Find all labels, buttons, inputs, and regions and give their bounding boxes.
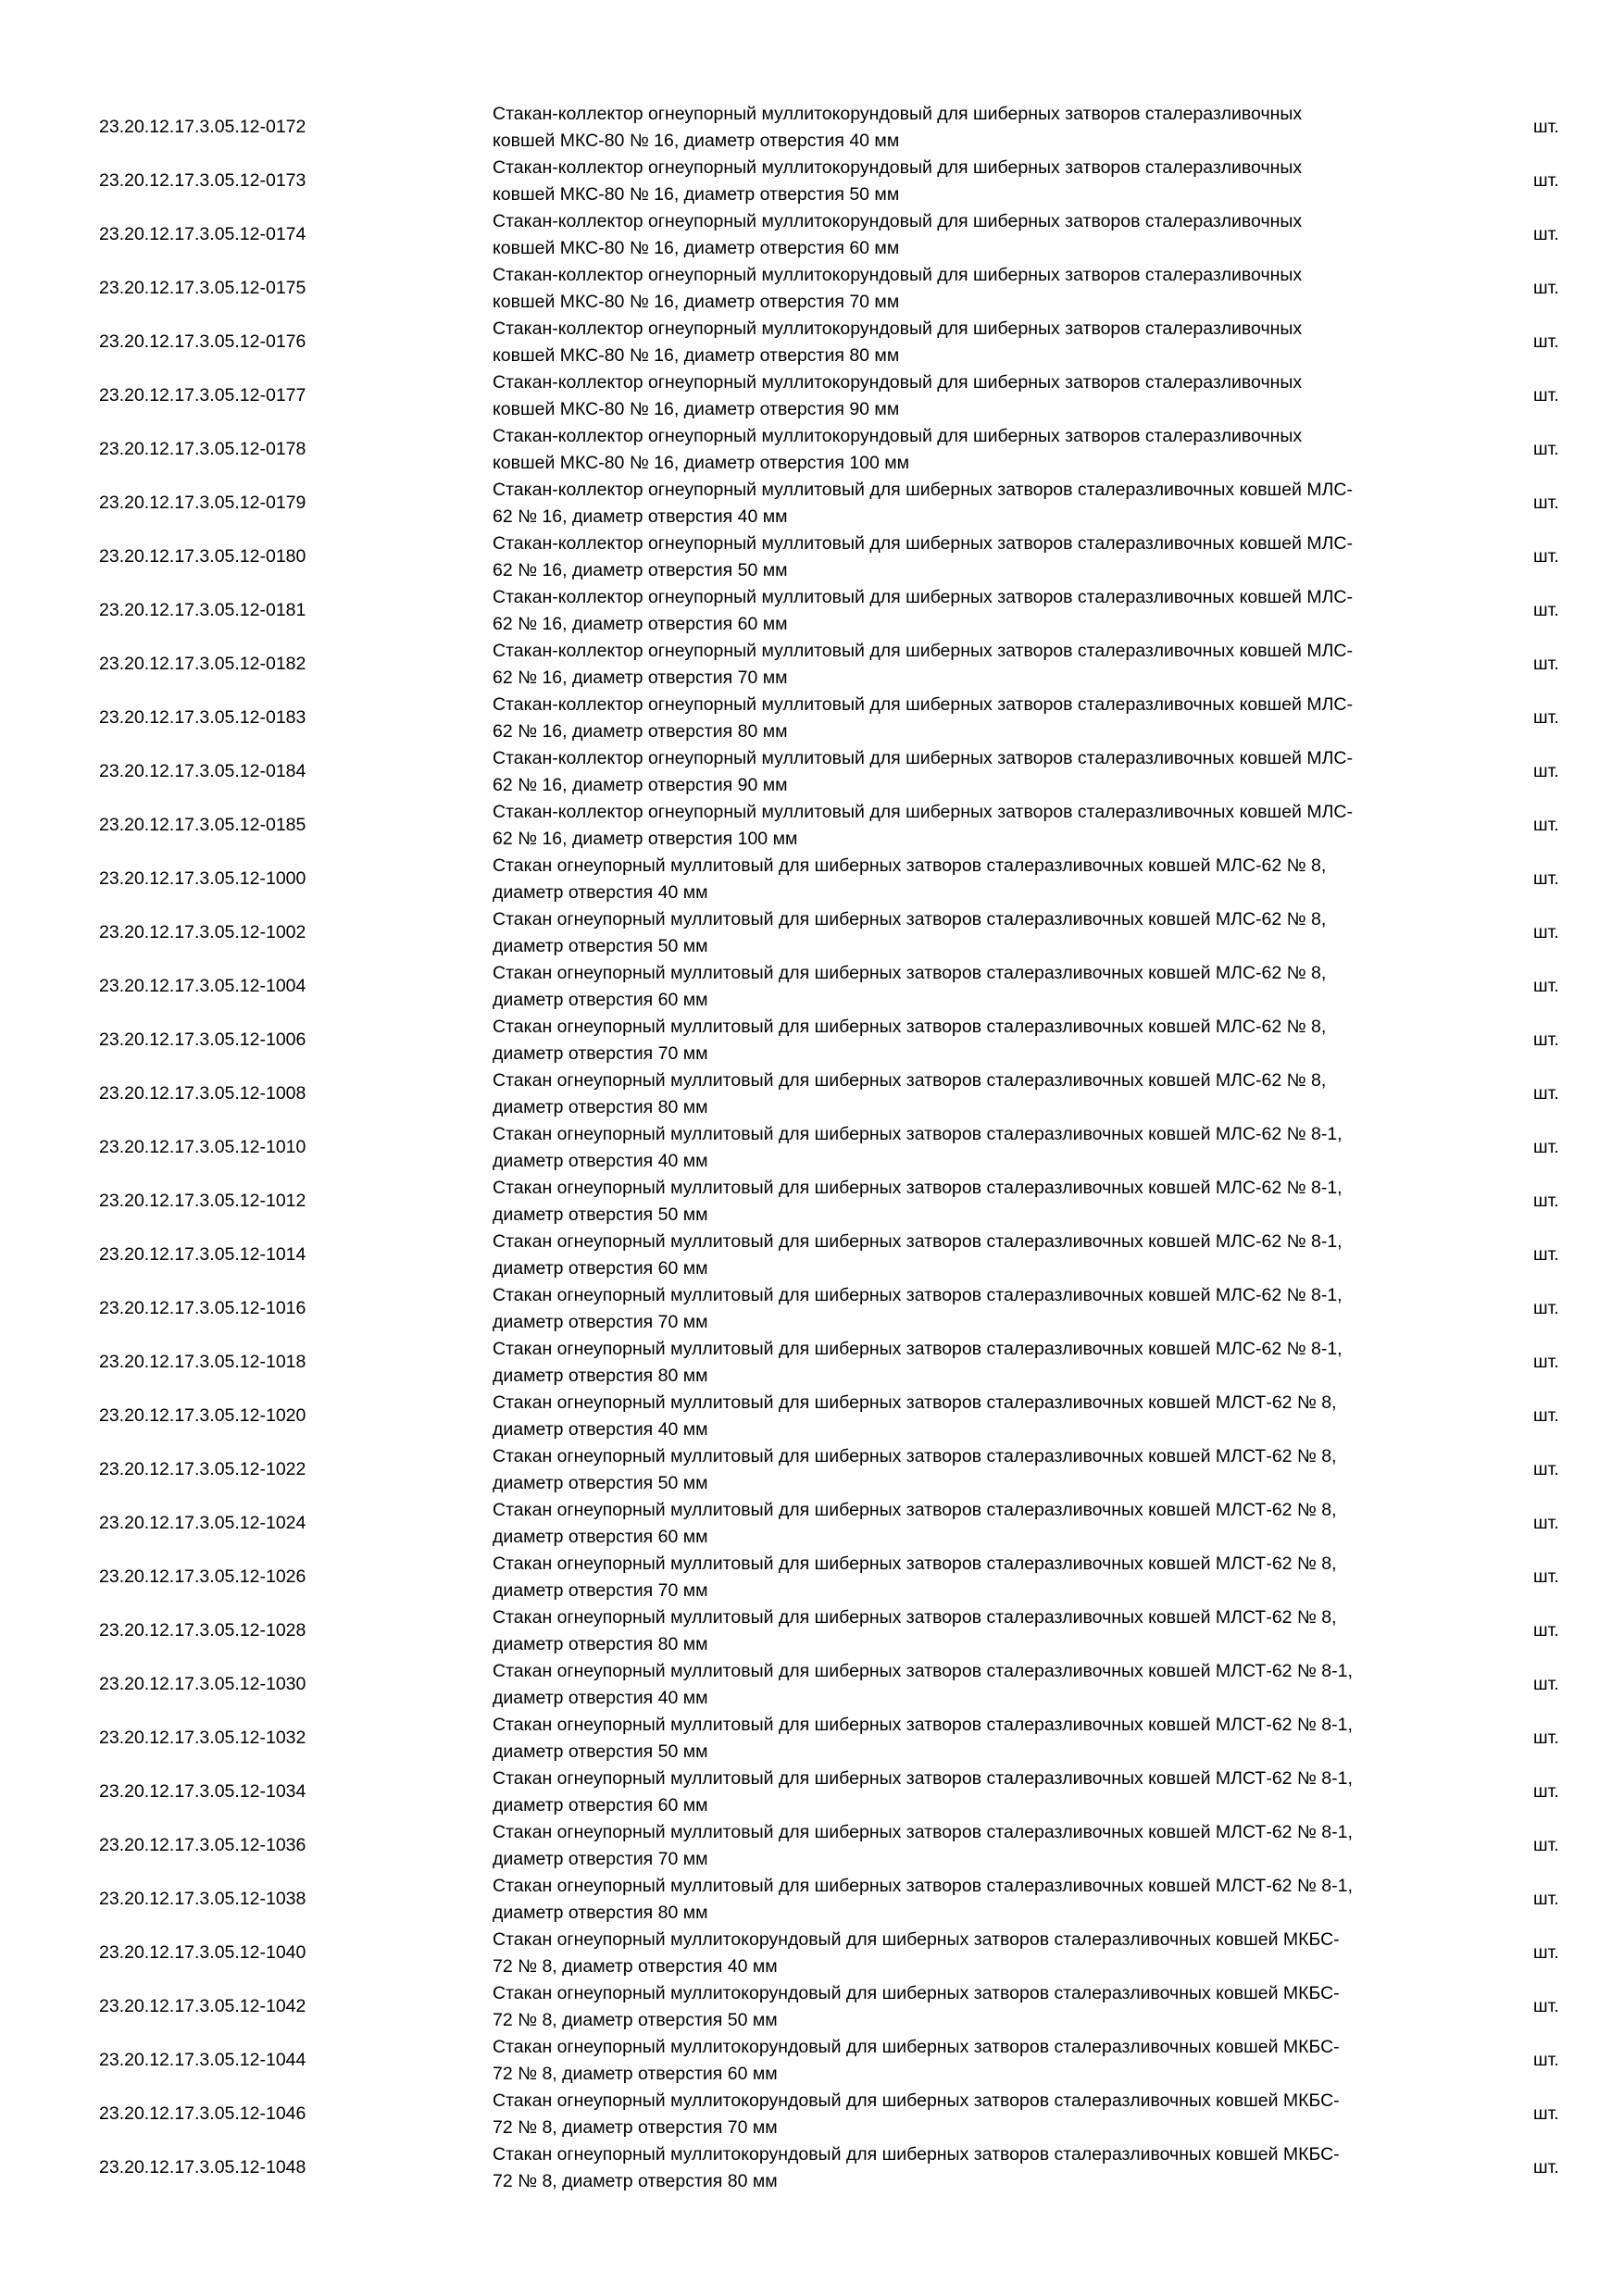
table-row [0, 368, 1624, 422]
resource-description: Стакан-коллектор огнеупорный муллитокорундовый для шиберных затворов сталеразливочных ковшей МКС-80 № 16, диаметр отверстия 100 мм [493, 426, 1303, 473]
resource-code: 23.20.12.17.3.05.12-1048 [99, 2157, 306, 2177]
table-row [0, 583, 1624, 637]
resource-code: 23.20.12.17.3.05.12-1002 [99, 922, 306, 942]
unit-of-measure: шт. [1533, 707, 1559, 728]
table-row [0, 100, 1624, 154]
resource-code: 23.20.12.17.3.05.12-0182 [99, 654, 306, 674]
unit-of-measure: шт. [1533, 546, 1559, 567]
resource-description: Стакан-коллектор огнеупорный муллитовый для шиберных затворов сталеразливочных ковшей МЛС- 62 № 16, диаметр отверстия 80 мм [493, 694, 1353, 742]
resource-description: Стакан огнеупорный муллитовый для шиберных затворов сталеразливочных ковшей МЛСТ-62 № 8, диаметр отверстия 40 мм [493, 1392, 1337, 1440]
table-row [0, 261, 1624, 315]
table-row [0, 1603, 1624, 1657]
table-row [0, 315, 1624, 368]
table-row [0, 1120, 1624, 1174]
resource-code: 23.20.12.17.3.05.12-0179 [99, 493, 306, 513]
unit-of-measure: шт. [1533, 1781, 1559, 1802]
resource-code: 23.20.12.17.3.05.12-1000 [99, 868, 306, 889]
table-row [0, 1657, 1624, 1711]
unit-of-measure: шт. [1533, 1728, 1559, 1748]
resource-description: Стакан огнеупорный муллитокорундовый для шиберных затворов сталеразливочных ковшей МКБС- 72 № 8, диаметр отверстия 40 мм [493, 1929, 1340, 1977]
resource-code: 23.20.12.17.3.05.12-1012 [99, 1191, 306, 1211]
resource-code: 23.20.12.17.3.05.12-1030 [99, 1674, 306, 1694]
resource-description: Стакан-коллектор огнеупорный муллитокорундовый для шиберных затворов сталеразливочных ковшей МКС-80 № 16, диаметр отверстия 90 мм [493, 372, 1303, 419]
resource-description: Стакан огнеупорный муллитовый для шиберных затворов сталеразливочных ковшей МЛСТ-62 № 8-1, диаметр отверстия 80 мм [493, 1876, 1353, 1923]
resource-code: 23.20.12.17.3.05.12-1006 [99, 1029, 306, 1050]
resource-description: Стакан огнеупорный муллитокорундовый для шиберных затворов сталеразливочных ковшей МКБС- 72 № 8, диаметр отверстия 80 мм [493, 2144, 1340, 2191]
resource-code: 23.20.12.17.3.05.12-0178 [99, 439, 306, 459]
unit-of-measure: шт. [1533, 117, 1559, 137]
resource-description: Стакан огнеупорный муллитовый для шиберных затворов сталеразливочных ковшей МЛСТ-62 № 8-1, диаметр отверстия 40 мм [493, 1661, 1353, 1708]
table-row [0, 154, 1624, 207]
table-row [0, 1550, 1624, 1603]
resource-code: 23.20.12.17.3.05.12-1042 [99, 1996, 306, 2016]
resource-description: Стакан огнеупорный муллитовый для шиберных затворов сталеразливочных ковшей МЛСТ-62 № 8, диаметр отверстия 80 мм [493, 1607, 1337, 1654]
unit-of-measure: шт. [1533, 1191, 1559, 1211]
resource-description: Стакан-коллектор огнеупорный муллитовый для шиберных затворов сталеразливочных ковшей МЛС- 62 № 16, диаметр отверстия 40 мм [493, 480, 1353, 527]
resource-code: 23.20.12.17.3.05.12-1020 [99, 1405, 306, 1426]
unit-of-measure: шт. [1533, 1298, 1559, 1318]
resource-code: 23.20.12.17.3.05.12-1008 [99, 1083, 306, 1104]
resource-code: 23.20.12.17.3.05.12-1022 [99, 1459, 306, 1479]
resource-description: Стакан-коллектор огнеупорный муллитовый для шиберных затворов сталеразливочных ковшей МЛС- 62 № 16, диаметр отверстия 50 мм [493, 533, 1353, 580]
resource-description: Стакан огнеупорный муллитовый для шиберных затворов сталеразливочных ковшей МЛС-62 № 8, диаметр отверстия 60 мм [493, 963, 1327, 1010]
unit-of-measure: шт. [1533, 600, 1559, 620]
unit-of-measure: шт. [1533, 170, 1559, 191]
resource-description: Стакан-коллектор огнеупорный муллитовый для шиберных затворов сталеразливочных ковшей МЛС- 62 № 16, диаметр отверстия 100 мм [493, 802, 1353, 849]
resource-description: Стакан огнеупорный муллитовый для шиберных затворов сталеразливочных ковшей МЛСТ-62 № 8-1, диаметр отверстия 60 мм [493, 1768, 1353, 1816]
resource-description: Стакан огнеупорный муллитовый для шиберных затворов сталеразливочных ковшей МЛС-62 № 8-1, диаметр отверстия 50 мм [493, 1178, 1343, 1225]
unit-of-measure: шт. [1533, 1083, 1559, 1104]
resource-code: 23.20.12.17.3.05.12-1024 [99, 1513, 306, 1533]
resource-description: Стакан-коллектор огнеупорный муллитокорундовый для шиберных затворов сталеразливочных ковшей МКС-80 № 16, диаметр отверстия 70 мм [493, 265, 1303, 312]
resource-code: 23.20.12.17.3.05.12-0183 [99, 707, 306, 728]
resource-code: 23.20.12.17.3.05.12-0176 [99, 331, 306, 352]
resource-code: 23.20.12.17.3.05.12-0173 [99, 170, 306, 191]
unit-of-measure: шт. [1533, 922, 1559, 942]
unit-of-measure: шт. [1533, 1405, 1559, 1426]
unit-of-measure: шт. [1533, 278, 1559, 298]
resource-description: Стакан огнеупорный муллитокорундовый для шиберных затворов сталеразливочных ковшей МКБС- 72 № 8, диаметр отверстия 60 мм [493, 2037, 1340, 2084]
resource-description: Стакан огнеупорный муллитовый для шиберных затворов сталеразливочных ковшей МЛСТ-62 № 8, диаметр отверстия 50 мм [493, 1446, 1337, 1493]
resource-description: Стакан огнеупорный муллитовый для шиберных затворов сталеразливочных ковшей МЛС-62 № 8, диаметр отверстия 80 мм [493, 1070, 1327, 1117]
unit-of-measure: шт. [1533, 1244, 1559, 1265]
resource-description: Стакан огнеупорный муллитовый для шиберных затворов сталеразливочных ковшей МЛСТ-62 № 8, диаметр отверстия 70 мм [493, 1554, 1337, 1601]
resource-code: 23.20.12.17.3.05.12-0181 [99, 600, 306, 620]
resource-description: Стакан огнеупорный муллитовый для шиберных затворов сталеразливочных ковшей МЛС-62 № 8-1, диаметр отверстия 40 мм [493, 1124, 1343, 1171]
table-row [0, 207, 1624, 261]
resource-code: 23.20.12.17.3.05.12-1016 [99, 1298, 306, 1318]
resource-description: Стакан огнеупорный муллитовый для шиберных затворов сталеразливочных ковшей МЛС-62 № 8, диаметр отверстия 70 мм [493, 1017, 1327, 1064]
unit-of-measure: шт. [1533, 868, 1559, 889]
resource-description: Стакан-коллектор огнеупорный муллитовый для шиберных затворов сталеразливочных ковшей МЛС- 62 № 16, диаметр отверстия 90 мм [493, 748, 1353, 795]
resource-code: 23.20.12.17.3.05.12-1040 [99, 1942, 306, 1963]
unit-of-measure: шт. [1533, 761, 1559, 781]
table-row [0, 959, 1624, 1013]
table-row [0, 2140, 1624, 2194]
resource-description: Стакан огнеупорный муллитовый для шиберных затворов сталеразливочных ковшей МЛСТ-62 № 8, диаметр отверстия 60 мм [493, 1500, 1337, 1547]
table-row [0, 2033, 1624, 2087]
resource-code: 23.20.12.17.3.05.12-0175 [99, 278, 306, 298]
unit-of-measure: шт. [1533, 1942, 1559, 1963]
table-row [0, 1067, 1624, 1120]
unit-of-measure: шт. [1533, 1620, 1559, 1641]
table-row [0, 852, 1624, 905]
resource-code: 23.20.12.17.3.05.12-1004 [99, 976, 306, 996]
resource-code: 23.20.12.17.3.05.12-1032 [99, 1728, 306, 1748]
resource-code: 23.20.12.17.3.05.12-0185 [99, 815, 306, 835]
resource-code: 23.20.12.17.3.05.12-1026 [99, 1566, 306, 1587]
table-row [0, 637, 1624, 691]
resource-code: 23.20.12.17.3.05.12-0172 [99, 117, 306, 137]
resource-description: Стакан огнеупорный муллитовый для шиберных затворов сталеразливочных ковшей МЛС-62 № 8-1, диаметр отверстия 80 мм [493, 1339, 1343, 1386]
resource-description: Стакан-коллектор огнеупорный муллитовый для шиберных затворов сталеразливочных ковшей МЛС- 62 № 16, диаметр отверстия 70 мм [493, 641, 1353, 688]
resource-code: 23.20.12.17.3.05.12-1038 [99, 1889, 306, 1909]
unit-of-measure: шт. [1533, 1029, 1559, 1050]
table-row [0, 1979, 1624, 2033]
resource-code: 23.20.12.17.3.05.12-1018 [99, 1352, 306, 1372]
table-row [0, 1442, 1624, 1496]
resource-description: Стакан огнеупорный муллитовый для шиберных затворов сталеразливочных ковшей МЛС-62 № 8, диаметр отверстия 40 мм [493, 855, 1327, 903]
resource-description: Стакан огнеупорный муллитовый для шиберных затворов сталеразливочных ковшей МЛСТ-62 № 8-1, диаметр отверстия 50 мм [493, 1715, 1353, 1762]
table-row [0, 905, 1624, 959]
table-row [0, 422, 1624, 476]
table-row [0, 1389, 1624, 1442]
resource-code: 23.20.12.17.3.05.12-1014 [99, 1244, 306, 1265]
resource-code: 23.20.12.17.3.05.12-1028 [99, 1620, 306, 1641]
unit-of-measure: шт. [1533, 1996, 1559, 2016]
resource-code: 23.20.12.17.3.05.12-0184 [99, 761, 306, 781]
table-row [0, 1496, 1624, 1550]
resource-description: Стакан огнеупорный муллитокорундовый для шиберных затворов сталеразливочных ковшей МКБС- 72 № 8, диаметр отверстия 50 мм [493, 1983, 1340, 2030]
unit-of-measure: шт. [1533, 331, 1559, 352]
resource-code: 23.20.12.17.3.05.12-1044 [99, 2050, 306, 2070]
table-row [0, 798, 1624, 852]
resource-description: Стакан огнеупорный муллитовый для шиберных затворов сталеразливочных ковшей МЛС-62 № 8-1, диаметр отверстия 60 мм [493, 1231, 1343, 1279]
table-row [0, 530, 1624, 583]
unit-of-measure: шт. [1533, 385, 1559, 406]
unit-of-measure: шт. [1533, 1566, 1559, 1587]
resource-description: Стакан-коллектор огнеупорный муллитокорундовый для шиберных затворов сталеразливочных ковшей МКС-80 № 16, диаметр отверстия 80 мм [493, 318, 1303, 366]
unit-of-measure: шт. [1533, 1513, 1559, 1533]
unit-of-measure: шт. [1533, 1459, 1559, 1479]
resource-code: 23.20.12.17.3.05.12-0177 [99, 385, 306, 406]
resource-code: 23.20.12.17.3.05.12-1036 [99, 1835, 306, 1855]
table-row [0, 744, 1624, 798]
table-row [0, 1872, 1624, 1926]
resource-code: 23.20.12.17.3.05.12-1010 [99, 1137, 306, 1157]
resource-description: Стакан-коллектор огнеупорный муллитокорундовый для шиберных затворов сталеразливочных ковшей МКС-80 № 16, диаметр отверстия 40 мм [493, 104, 1303, 151]
table-row [0, 1013, 1624, 1067]
table-row [0, 2087, 1624, 2140]
table-row [0, 476, 1624, 530]
table-row [0, 1228, 1624, 1281]
unit-of-measure: шт. [1533, 976, 1559, 996]
resource-description: Стакан огнеупорный муллитовый для шиберных затворов сталеразливочных ковшей МЛСТ-62 № 8-1, диаметр отверстия 70 мм [493, 1822, 1353, 1869]
resource-code: 23.20.12.17.3.05.12-1046 [99, 2103, 306, 2124]
resource-code: 23.20.12.17.3.05.12-1034 [99, 1781, 306, 1802]
table-row [0, 1765, 1624, 1818]
resource-description: Стакан-коллектор огнеупорный муллитокорундовый для шиберных затворов сталеразливочных ковшей МКС-80 № 16, диаметр отверстия 60 мм [493, 211, 1303, 258]
table-row [0, 1174, 1624, 1228]
unit-of-measure: шт. [1533, 224, 1559, 244]
unit-of-measure: шт. [1533, 439, 1559, 459]
unit-of-measure: шт. [1533, 1674, 1559, 1694]
unit-of-measure: шт. [1533, 1889, 1559, 1909]
table-row [0, 691, 1624, 744]
unit-of-measure: шт. [1533, 1137, 1559, 1157]
resource-description: Стакан огнеупорный муллитовый для шиберных затворов сталеразливочных ковшей МЛС-62 № 8-1, диаметр отверстия 70 мм [493, 1285, 1343, 1332]
unit-of-measure: шт. [1533, 493, 1559, 513]
unit-of-measure: шт. [1533, 654, 1559, 674]
table-row [0, 1926, 1624, 1979]
unit-of-measure: шт. [1533, 815, 1559, 835]
table-row [0, 1281, 1624, 1335]
resource-description: Стакан огнеупорный муллитовый для шиберных затворов сталеразливочных ковшей МЛС-62 № 8, диаметр отверстия 50 мм [493, 909, 1327, 956]
unit-of-measure: шт. [1533, 2050, 1559, 2070]
resource-code: 23.20.12.17.3.05.12-0180 [99, 546, 306, 567]
resource-table [0, 100, 1624, 2194]
resource-code: 23.20.12.17.3.05.12-0174 [99, 224, 306, 244]
table-row [0, 1335, 1624, 1389]
unit-of-measure: шт. [1533, 1352, 1559, 1372]
table-row [0, 1711, 1624, 1765]
resource-description: Стакан-коллектор огнеупорный муллитовый для шиберных затворов сталеразливочных ковшей МЛС- 62 № 16, диаметр отверстия 60 мм [493, 587, 1353, 634]
unit-of-measure: шт. [1533, 2103, 1559, 2124]
resource-description: Стакан-коллектор огнеупорный муллитокорундовый для шиберных затворов сталеразливочных ковшей МКС-80 № 16, диаметр отверстия 50 мм [493, 157, 1303, 205]
unit-of-measure: шт. [1533, 1835, 1559, 1855]
resource-description: Стакан огнеупорный муллитокорундовый для шиберных затворов сталеразливочных ковшей МКБС- 72 № 8, диаметр отверстия 70 мм [493, 2090, 1340, 2138]
unit-of-measure: шт. [1533, 2157, 1559, 2177]
table-row [0, 1818, 1624, 1872]
